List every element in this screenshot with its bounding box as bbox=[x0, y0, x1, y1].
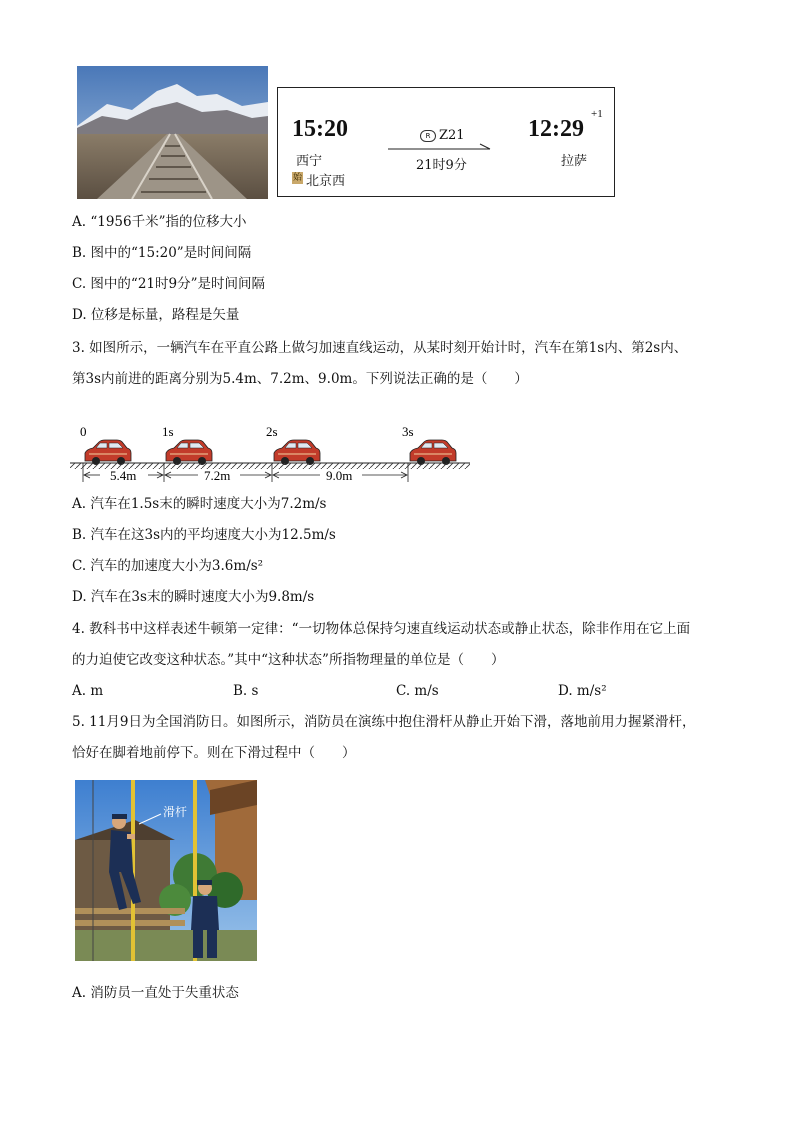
car-motion-diagram bbox=[70, 420, 475, 490]
q4-option-c: C. m/s bbox=[396, 683, 439, 699]
train-number bbox=[420, 128, 465, 143]
route-arrow-icon bbox=[388, 142, 494, 154]
q2-option-d: D. 位移是标量，路程是矢量 bbox=[72, 307, 240, 323]
q3-option-b: B. 汽车在这3s内的平均速度大小为12.5m/s bbox=[72, 527, 336, 543]
car-icon-2 bbox=[274, 440, 320, 465]
q4-option-d: D. m/s² bbox=[558, 683, 607, 699]
arrive-day-offset: +1 bbox=[591, 108, 603, 120]
q4-option-a: A. m bbox=[72, 683, 104, 699]
train-ticket-box bbox=[277, 87, 615, 197]
q4-stem-line2: 的力迫使它改变这种状态。”其中“这种状态”所指物理量的单位是（ ） bbox=[72, 652, 505, 668]
depart-station: 西宁 bbox=[296, 154, 323, 169]
railway-mountain-image bbox=[77, 66, 268, 199]
arrive-station: 拉萨 bbox=[561, 154, 588, 169]
car-icon-0 bbox=[85, 440, 131, 465]
train-type-icon: R bbox=[420, 130, 436, 142]
q3-stem-line2: 第3s内前进的距离分别为5.4m、7.2m、9.0m。下列说法正确的是（ ） bbox=[72, 371, 528, 387]
arrive-time: 12:29 bbox=[528, 116, 584, 142]
q3-option-c: C. 汽车的加速度大小为3.6m/s² bbox=[72, 558, 264, 574]
q3-stem-line1: 3. 如图所示，一辆汽车在平直公路上做匀加速直线运动，从某时刻开始计时，汽车在第1s内、第2s内、 bbox=[72, 340, 688, 356]
q5-stem-line2: 恰好在脚着地前停下。则在下滑过程中（ ） bbox=[72, 745, 356, 761]
q4-option-b: B. s bbox=[233, 683, 259, 699]
distance-label-2: 7.2m bbox=[204, 468, 231, 483]
train-number-text: Z21 bbox=[439, 128, 465, 143]
distance-label-3: 9.0m bbox=[326, 468, 353, 483]
distance-label-1: 5.4m bbox=[110, 468, 137, 483]
car-icon-1 bbox=[166, 440, 212, 465]
q3-option-d: D. 汽车在3s末的瞬时速度大小为9.8m/s bbox=[72, 589, 315, 605]
time-label-2s: 2s bbox=[266, 424, 278, 439]
depart-time: 15:20 bbox=[292, 116, 348, 142]
q3-option-a: A. 汽车在1.5s末的瞬时速度大小为7.2m/s bbox=[72, 496, 327, 512]
time-label-1s: 1s bbox=[162, 424, 174, 439]
car-motion-figure bbox=[70, 420, 475, 490]
time-label-3s: 3s bbox=[402, 424, 414, 439]
railway-photo bbox=[77, 66, 268, 199]
q2-option-c: C. 图中的“21时9分”是时间间隔 bbox=[72, 276, 266, 292]
q5-stem-line1: 5. 11月9日为全国消防日。如图所示，消防员在演练中抱住滑杆从静止开始下滑，落地前用力握紧滑杆， bbox=[72, 714, 696, 730]
origin-station: 北京西 bbox=[306, 174, 346, 189]
firefighter-pole-image bbox=[75, 780, 257, 961]
q5-option-a: A. 消防员一直处于失重状态 bbox=[72, 985, 239, 1001]
firefighter-photo bbox=[75, 780, 257, 961]
pole-label: 滑杆 bbox=[163, 805, 188, 819]
car-icon-3 bbox=[410, 440, 456, 465]
origin-badge: 始 bbox=[293, 173, 303, 183]
q4-stem-line1: 4. 教科书中这样表述牛顿第一定律：“一切物体总保持匀速直线运动状态或静止状态，除非作用在它上面 bbox=[72, 621, 691, 637]
q2-option-a: A. “1956千米”指的位移大小 bbox=[72, 214, 247, 230]
trip-duration: 21时9分 bbox=[416, 158, 467, 173]
time-label-0: 0 bbox=[80, 424, 87, 439]
q2-option-b: B. 图中的“15:20”是时间间隔 bbox=[72, 245, 252, 261]
